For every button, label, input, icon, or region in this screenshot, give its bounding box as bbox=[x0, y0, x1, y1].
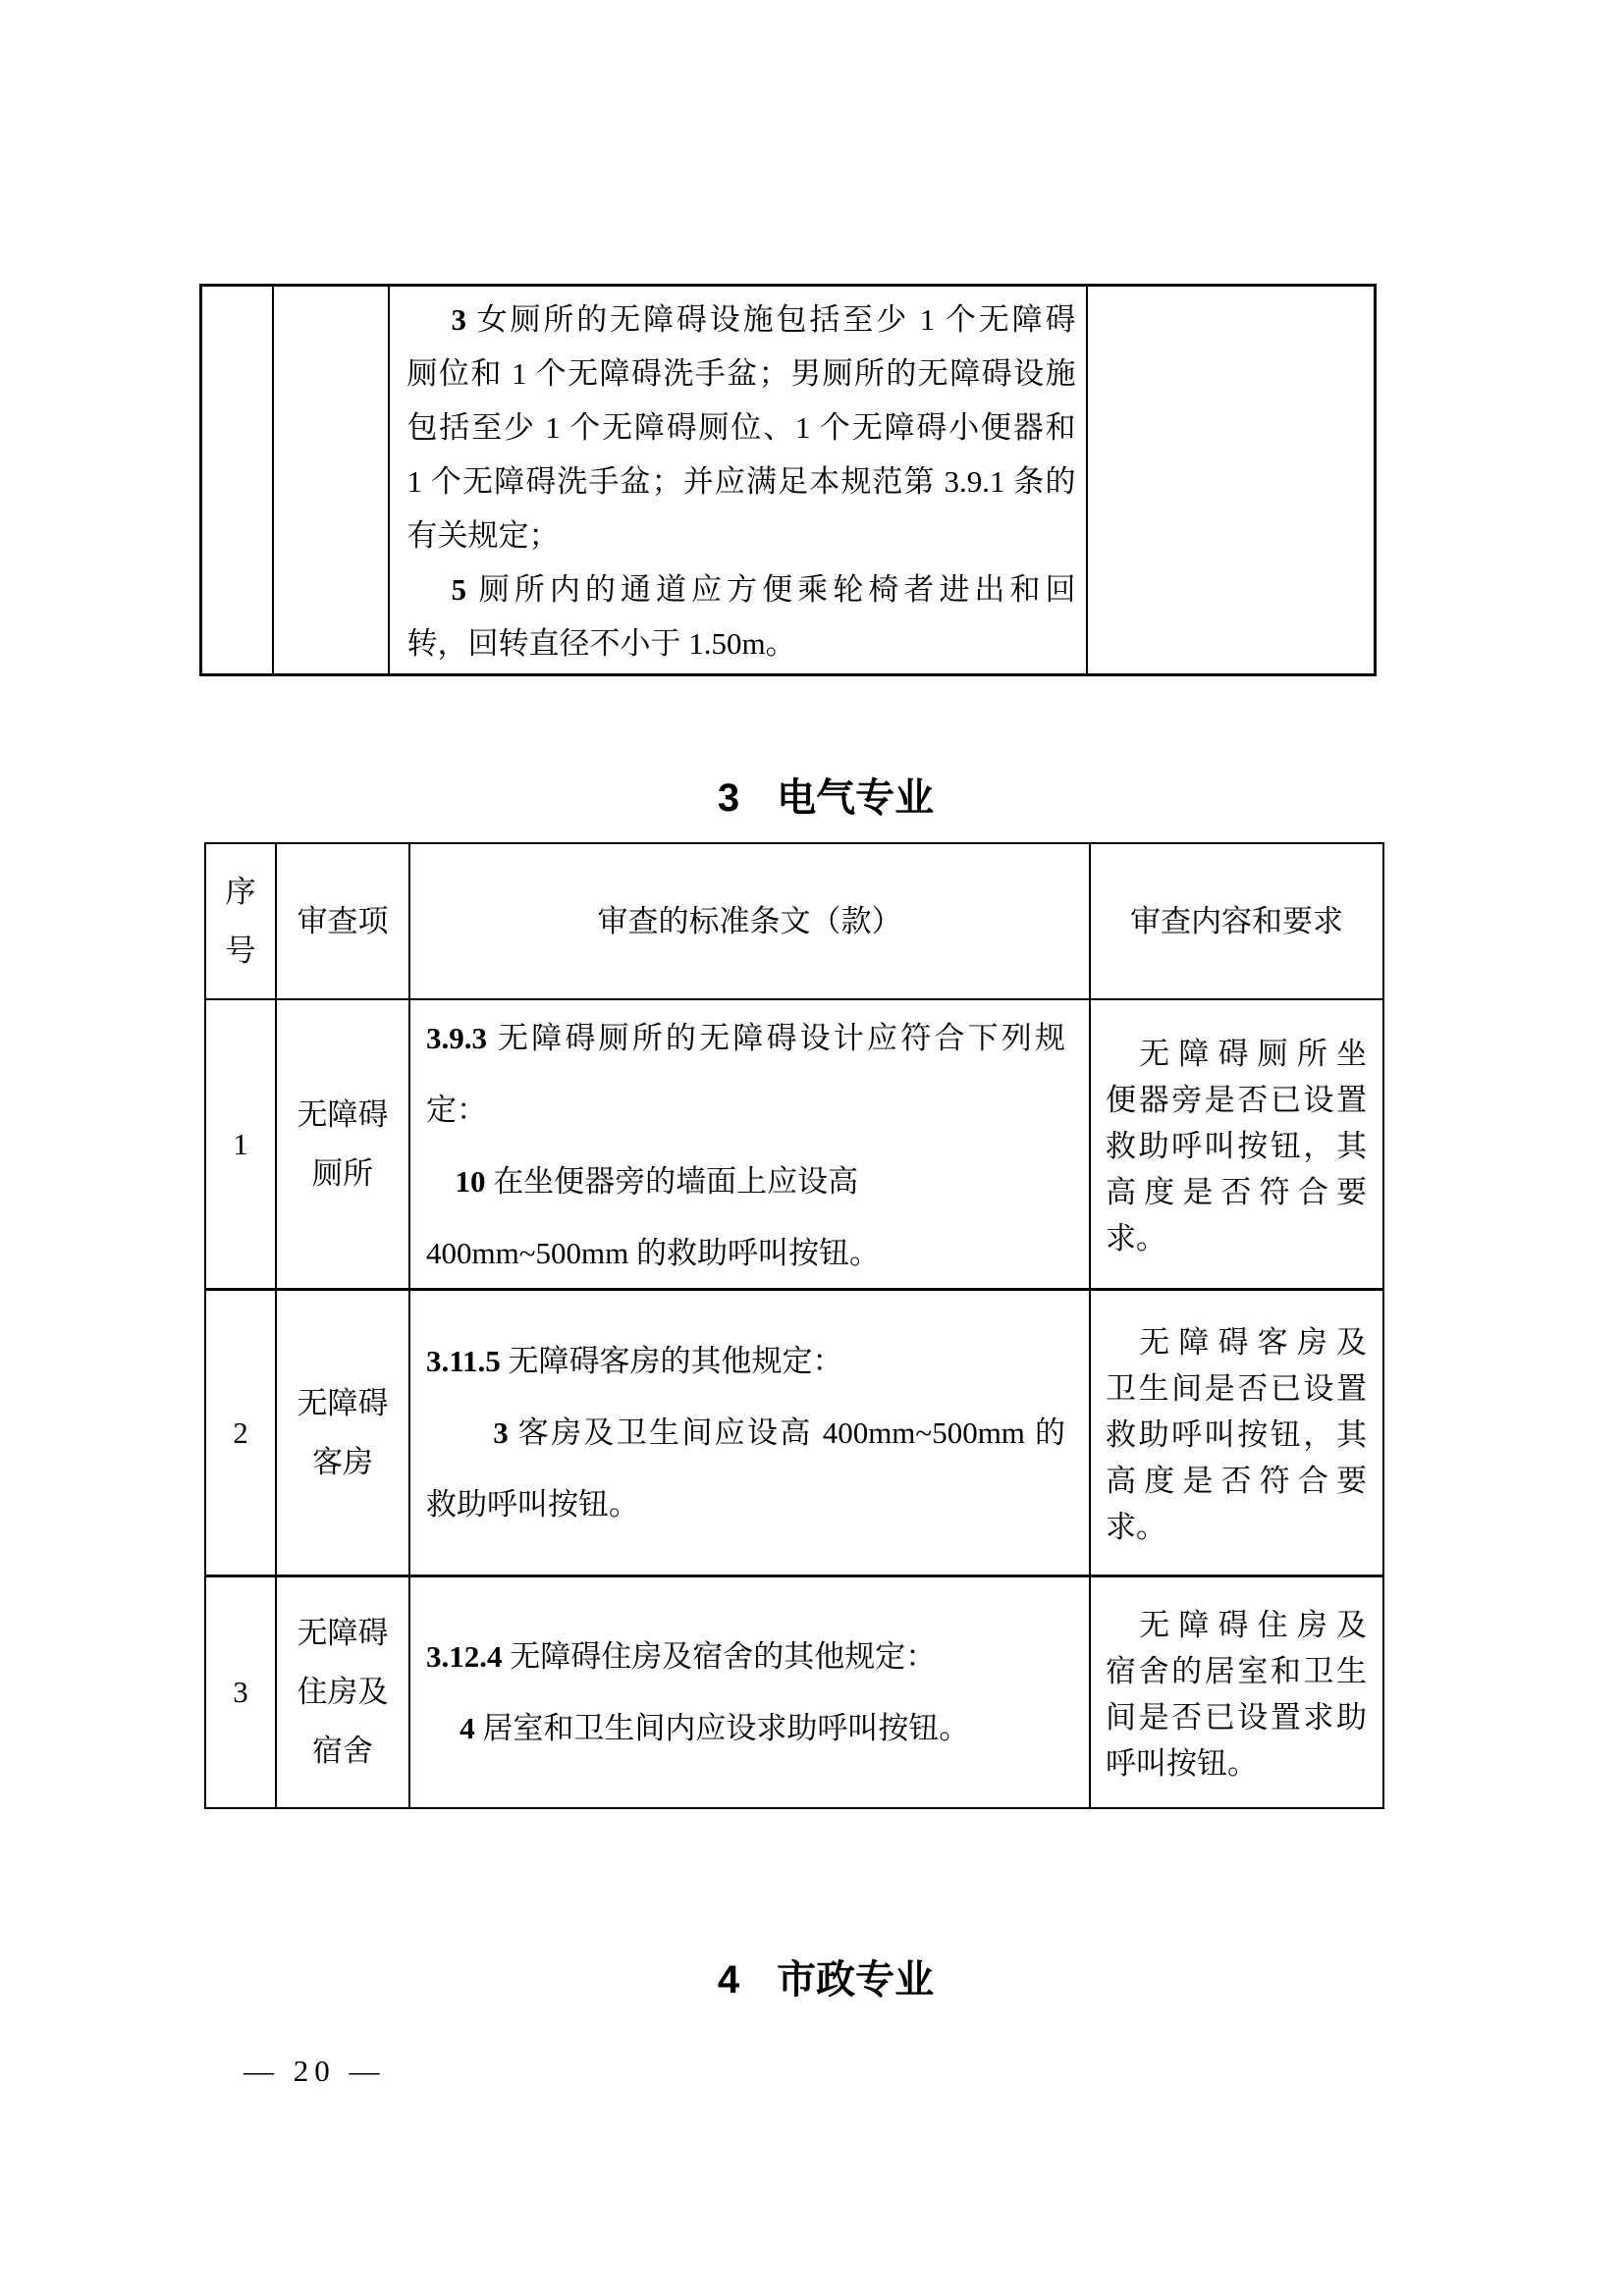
text-line: 无障碍客房及 bbox=[1139, 1325, 1367, 1360]
text-line: 厕位和 1 个无障碍洗手盆；男厕所的无障碍设施 bbox=[406, 356, 1076, 391]
text-line: 包括至少 1 个无障碍厕位、1 个无障碍小便器和 bbox=[406, 410, 1076, 445]
row-number-cell: 3 bbox=[205, 1576, 276, 1809]
section-name: 市政专业 bbox=[777, 1958, 935, 2002]
text-line: 宿舍的居室和卫生 bbox=[1106, 1654, 1367, 1688]
text-line: 间是否已设置求助 bbox=[1106, 1700, 1367, 1735]
table-row bbox=[205, 1290, 1383, 1576]
table-row bbox=[205, 999, 1383, 1290]
clause-number: 3.9.3 bbox=[426, 1020, 487, 1055]
content-cell bbox=[1090, 999, 1383, 1290]
text-line: 3 客房及卫生间应设高 400mm~500mm 的 bbox=[493, 1415, 1065, 1450]
row-number-cell: 1 bbox=[205, 999, 276, 1290]
text-line: 4 居室和卫生间内应设求助呼叫按钮。 bbox=[460, 1711, 970, 1745]
text-line: 救助呼叫按钮，其 bbox=[1106, 1129, 1367, 1163]
text-line: 无障碍厕所坐 bbox=[1139, 1037, 1367, 1071]
text-line: 呼叫按钮。 bbox=[1106, 1746, 1258, 1781]
section-name: 电气专业 bbox=[777, 776, 935, 820]
clause-cell bbox=[409, 999, 1090, 1290]
text-line: 5 厕所内的通道应方便乘轮椅者进出和回 bbox=[451, 572, 1076, 607]
empty-cell bbox=[1087, 286, 1376, 675]
header-content: 审查内容和要求 bbox=[1090, 843, 1383, 999]
section-number: 3 bbox=[717, 776, 740, 820]
text-line: 3 女厕所的无障碍设施包括至少 1 个无障碍 bbox=[451, 302, 1076, 337]
row-number-cell: 2 bbox=[205, 1290, 276, 1576]
text-line: 有关规定； bbox=[406, 518, 560, 553]
text-line: 无障碍住房及 bbox=[1139, 1608, 1367, 1642]
item-number: 5 bbox=[451, 572, 466, 607]
text-line: 求。 bbox=[1106, 1221, 1166, 1255]
section-heading-electrical bbox=[0, 775, 1624, 821]
empty-cell bbox=[273, 286, 389, 675]
review-table bbox=[204, 842, 1384, 1809]
item-number: 10 bbox=[455, 1163, 486, 1199]
table-row bbox=[205, 1576, 1383, 1809]
clause-cell bbox=[409, 1576, 1090, 1809]
text-line: 3.12.4 无障碍住房及宿舍的其他规定： bbox=[426, 1639, 937, 1674]
page-number: — 20 — bbox=[244, 2054, 386, 2088]
text-line: 救助呼叫按钮。 bbox=[426, 1487, 639, 1522]
header-clause: 审查的标准条文（款） bbox=[409, 843, 1090, 999]
text-line: 400mm~500mm 的救助呼叫按钮。 bbox=[426, 1235, 880, 1270]
item-number: 3 bbox=[493, 1415, 509, 1450]
text-line: 高度是否符合要 bbox=[1106, 1175, 1367, 1209]
review-item-cell: 无障碍住房及宿舍 bbox=[276, 1576, 409, 1809]
clause-number: 3.11.5 bbox=[426, 1344, 501, 1378]
section-heading-municipal bbox=[0, 1957, 1624, 2002]
header-no: 序号 bbox=[205, 843, 276, 999]
text-line: 求。 bbox=[1106, 1510, 1166, 1544]
text-line: 10 在坐便器旁的墙面上应设高 bbox=[455, 1163, 859, 1199]
section-number: 4 bbox=[717, 1958, 740, 2002]
review-item-cell: 无障碍客房 bbox=[276, 1290, 409, 1576]
empty-cell bbox=[201, 286, 273, 675]
table-row bbox=[201, 286, 1376, 675]
text-line: 1 个无障碍洗手盆；并应满足本规范第 3.9.1 条的 bbox=[406, 464, 1076, 499]
clause-cell bbox=[409, 1290, 1090, 1576]
header-item: 审查项 bbox=[276, 843, 409, 999]
text-line: 便器旁是否已设置 bbox=[1106, 1083, 1367, 1117]
content-cell bbox=[1090, 1290, 1383, 1576]
text-line: 定： bbox=[426, 1092, 487, 1127]
item-number: 3 bbox=[451, 302, 466, 337]
text-line: 3.9.3 无障碍厕所的无障碍设计应符合下列规 bbox=[426, 1020, 1065, 1055]
review-item-cell: 无障碍厕所 bbox=[276, 999, 409, 1290]
continuation-table bbox=[199, 284, 1377, 676]
content-cell bbox=[1090, 1576, 1383, 1809]
text-line: 救助呼叫按钮，其 bbox=[1106, 1417, 1367, 1452]
text-line: 卫生间是否已设置 bbox=[1106, 1371, 1367, 1406]
text-line: 转，回转直径不小于 1.50m。 bbox=[406, 626, 796, 661]
text-line: 高度是否符合要 bbox=[1106, 1464, 1367, 1498]
item-number: 4 bbox=[460, 1711, 475, 1745]
text-line: 3.11.5 无障碍客房的其他规定： bbox=[426, 1344, 843, 1378]
clause-text-cell bbox=[389, 286, 1087, 675]
table-header-row bbox=[205, 843, 1383, 999]
clause-number: 3.12.4 bbox=[426, 1639, 503, 1674]
